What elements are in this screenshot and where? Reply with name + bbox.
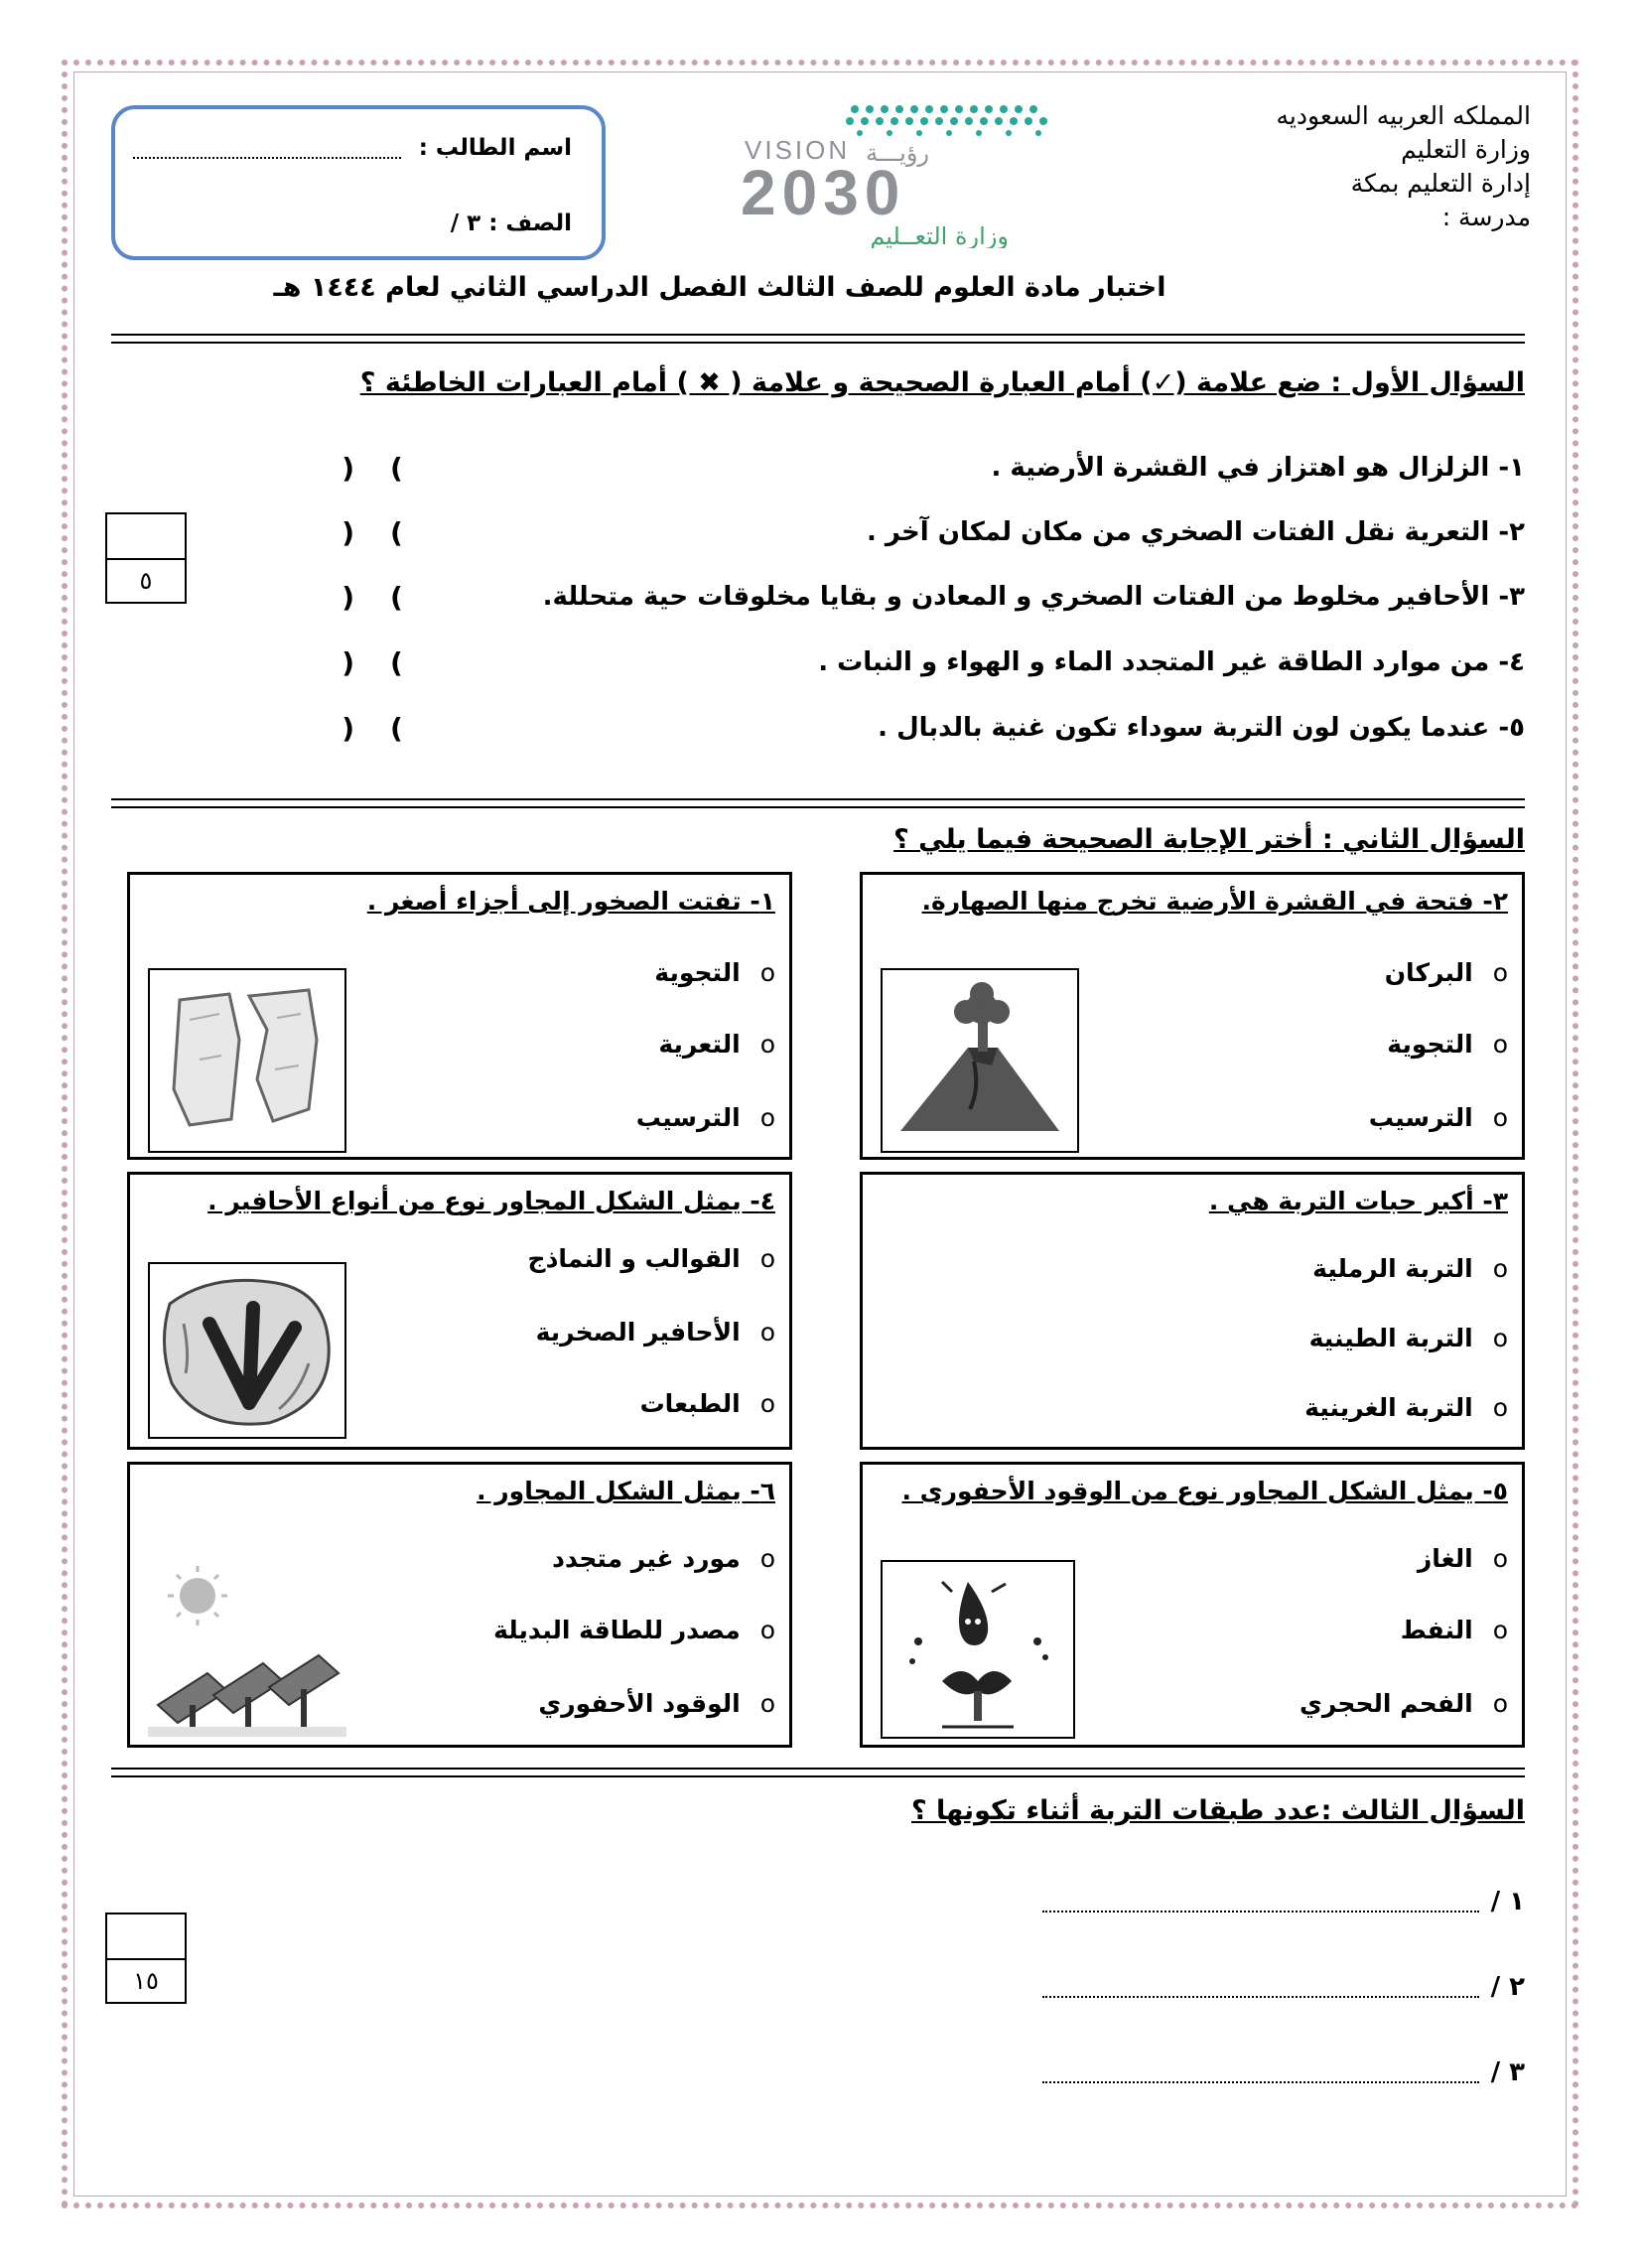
mc-option[interactable]: [1369, 1103, 1508, 1132]
paren-open: (: [390, 646, 403, 679]
mc-option[interactable]: [654, 958, 775, 987]
option-radio-icon[interactable]: o: [1492, 1324, 1508, 1352]
option-radio-icon[interactable]: o: [759, 1103, 775, 1132]
vision-2030-logo: [731, 99, 1088, 248]
option-radio-icon[interactable]: o: [759, 1689, 775, 1718]
score-total: ٥: [139, 567, 153, 595]
question2-title: السؤال الثاني : أختر الإجابة الصحيحة فيما يلي ؟: [893, 824, 1525, 855]
option-label: الطبعات: [639, 1389, 741, 1418]
divider-q1: [111, 798, 1525, 808]
option-radio-icon[interactable]: o: [1492, 1616, 1508, 1644]
option-radio-icon[interactable]: o: [759, 1318, 775, 1347]
option-label: مورد غير متجدد: [552, 1544, 741, 1573]
mc-option[interactable]: [1387, 1030, 1508, 1059]
mc-question: ٣- أكبر حبات التربة هي .: [1208, 1187, 1508, 1215]
paren-close: ): [342, 581, 354, 614]
tf-item-3: ٣- الأحافير مخلوط من الفتات الصخري و المعادن و بقايا مخلوقات حية متحللة.: [542, 582, 1525, 612]
paren-close: ): [342, 516, 354, 549]
paren-close: ): [342, 712, 354, 745]
mc-option[interactable]: [528, 1244, 775, 1273]
paren-open: (: [390, 452, 403, 485]
answer-number: ١ /: [1490, 1887, 1525, 1916]
mc-option[interactable]: [552, 1544, 775, 1573]
ministry-label: وزارة التعليم: [1401, 135, 1531, 164]
tf-item-5: ٥- عندما يكون لون التربة سوداء تكون غنية بالدبال .: [878, 713, 1525, 743]
weathered-rock-picture: [148, 968, 346, 1153]
option-radio-icon[interactable]: o: [1492, 1103, 1508, 1132]
year-text: 2030: [741, 157, 906, 228]
student-info-box: [111, 105, 606, 260]
mc-box-4: [127, 1172, 792, 1450]
paren-close: ): [342, 452, 354, 485]
mc-option[interactable]: [658, 1030, 775, 1059]
option-radio-icon[interactable]: o: [759, 1544, 775, 1573]
student-name-row: [135, 135, 572, 161]
option-radio-icon[interactable]: o: [1492, 1254, 1508, 1283]
fossil-footprint-picture: [148, 1262, 346, 1439]
tf-answer-4[interactable]: [338, 646, 407, 679]
oil-drop-picture: [881, 1560, 1075, 1739]
score-total: ١٥: [133, 1967, 159, 1995]
option-label: التربة الطينية: [1308, 1324, 1473, 1352]
score-field[interactable]: [107, 1914, 185, 1960]
class-label: الصف : ٣ /: [450, 211, 572, 236]
paren-close: ): [342, 646, 354, 679]
score-field[interactable]: [107, 514, 185, 560]
solar-panels-picture: [148, 1556, 346, 1737]
option-label: البركان: [1384, 958, 1473, 987]
answer-field-1[interactable]: [1042, 1893, 1479, 1913]
option-label: القوالب و النماذج: [527, 1244, 741, 1273]
administration-label: إدارة التعليم بمكة: [1350, 169, 1531, 198]
option-label: التربة الرملية: [1312, 1254, 1473, 1283]
option-label: الفحم الحجري: [1299, 1689, 1473, 1718]
paren-open: (: [390, 581, 403, 614]
vision-ar-text: رؤيـــة: [866, 139, 929, 167]
option-radio-icon[interactable]: o: [1492, 1030, 1508, 1059]
option-label: الغاز: [1417, 1544, 1473, 1573]
answer-field-3[interactable]: [1042, 2063, 1479, 2083]
tf-answer-5[interactable]: [338, 712, 407, 745]
mc-option[interactable]: [1385, 958, 1508, 987]
mc-option[interactable]: [538, 1689, 775, 1718]
mc-option[interactable]: [1418, 1544, 1508, 1573]
answer-number: ٣ /: [1490, 2057, 1525, 2087]
volcano-picture: [881, 968, 1079, 1153]
answer-line-2: [1042, 1972, 1525, 2002]
mc-box-1: [127, 872, 792, 1160]
mc-option[interactable]: [1401, 1616, 1508, 1644]
ministry-header: [1173, 99, 1531, 234]
question1-score-box: [105, 512, 187, 604]
divider-top: [111, 334, 1525, 344]
answer-line-3: [1042, 2057, 1525, 2087]
option-radio-icon[interactable]: o: [1492, 1544, 1508, 1573]
option-radio-icon[interactable]: o: [759, 958, 775, 987]
option-label: التجوية: [1387, 1030, 1473, 1059]
question1-title: السؤال الأول : ضع علامة (✓) أمام العبارة الصحيحة و علامة ( ✖ ) أمام العبارات الخاطئة ؟: [359, 367, 1525, 398]
tf-answer-3[interactable]: [338, 581, 407, 614]
exam-title: اختبار مادة العلوم للصف الثالث الفصل الدراسي الثاني لعام ١٤٤٤ هـ: [273, 272, 1166, 303]
student-name-label: اسم الطالب :: [418, 135, 572, 161]
mc-option[interactable]: [1309, 1324, 1508, 1352]
mc-box-2: [860, 872, 1525, 1160]
mc-question: ٤- يمثل الشكل المجاور نوع من أنواع الأحافير .: [207, 1187, 775, 1215]
paren-open: (: [390, 712, 403, 745]
tf-answer-1[interactable]: [338, 452, 407, 485]
mc-box-5: [860, 1462, 1525, 1748]
option-radio-icon[interactable]: o: [759, 1389, 775, 1418]
mc-question: ٦- يمثل الشكل المجاور .: [477, 1477, 775, 1505]
ministry-logo-text: وزارة التعــليم: [870, 222, 1009, 248]
tf-item-4: ٤- من موارد الطاقة غير المتجدد الماء و الهواء و النبات .: [818, 647, 1525, 677]
option-radio-icon[interactable]: o: [759, 1616, 775, 1644]
option-radio-icon[interactable]: o: [1492, 1393, 1508, 1422]
tf-item-2: ٢- التعرية نقل الفتات الصخري من مكان لمكان آخر .: [866, 517, 1525, 547]
option-label: النفط: [1400, 1616, 1473, 1644]
answer-line-1: [1042, 1887, 1525, 1916]
question3-score-box: [105, 1913, 187, 2004]
option-label: التربة الغرينية: [1304, 1393, 1473, 1422]
mc-option[interactable]: [1300, 1689, 1508, 1718]
mc-option[interactable]: [536, 1318, 775, 1347]
mc-question: ٥- يمثل الشكل المجاور نوع من الوقود الأحفورى .: [901, 1477, 1508, 1505]
mc-box-6: [127, 1462, 792, 1748]
option-label: التجوية: [654, 958, 741, 987]
mc-question: ٢- فتحة في القشرة الأرضية تخرج منها الصهارة.: [921, 887, 1508, 916]
option-label: الترسيب: [1368, 1103, 1473, 1132]
option-label: التعرية: [658, 1030, 741, 1059]
mc-option[interactable]: [493, 1616, 775, 1644]
student-name-field[interactable]: [133, 139, 401, 159]
answer-number: ٢ /: [1490, 1972, 1525, 2002]
mc-option[interactable]: [1304, 1393, 1508, 1422]
divider-q2: [111, 1768, 1525, 1777]
tf-answer-2[interactable]: [338, 516, 407, 549]
country-label: المملكه العربيه السعوديه: [1276, 101, 1531, 130]
paren-open: (: [390, 516, 403, 549]
question3-title: السؤال الثالث :عدد طبقات التربة أثناء تكونها ؟: [910, 1795, 1525, 1826]
tf-item-1: ١- الزلزال هو اهتزاز في القشرة الأرضية .: [991, 453, 1525, 483]
option-radio-icon[interactable]: o: [1492, 1689, 1508, 1718]
mc-option[interactable]: [636, 1103, 775, 1132]
option-radio-icon[interactable]: o: [759, 1244, 775, 1273]
option-label: الترسيب: [635, 1103, 741, 1132]
school-label: مدرسة :: [1441, 203, 1531, 231]
mc-option[interactable]: [1312, 1254, 1508, 1283]
answer-field-2[interactable]: [1042, 1978, 1479, 1998]
mc-box-3: [860, 1172, 1525, 1450]
option-label: الأحافير الصخرية: [535, 1318, 741, 1347]
vision-text: VISION: [745, 135, 851, 165]
option-radio-icon[interactable]: o: [759, 1030, 775, 1059]
mc-option[interactable]: [640, 1389, 775, 1418]
option-label: مصدر للطاقة البديلة: [493, 1616, 741, 1644]
mc-question: ١- تفتت الصخور إلى أجزاء أصغر .: [366, 887, 775, 916]
option-radio-icon[interactable]: o: [1492, 958, 1508, 987]
option-label: الوقود الأحفوري: [538, 1689, 741, 1718]
